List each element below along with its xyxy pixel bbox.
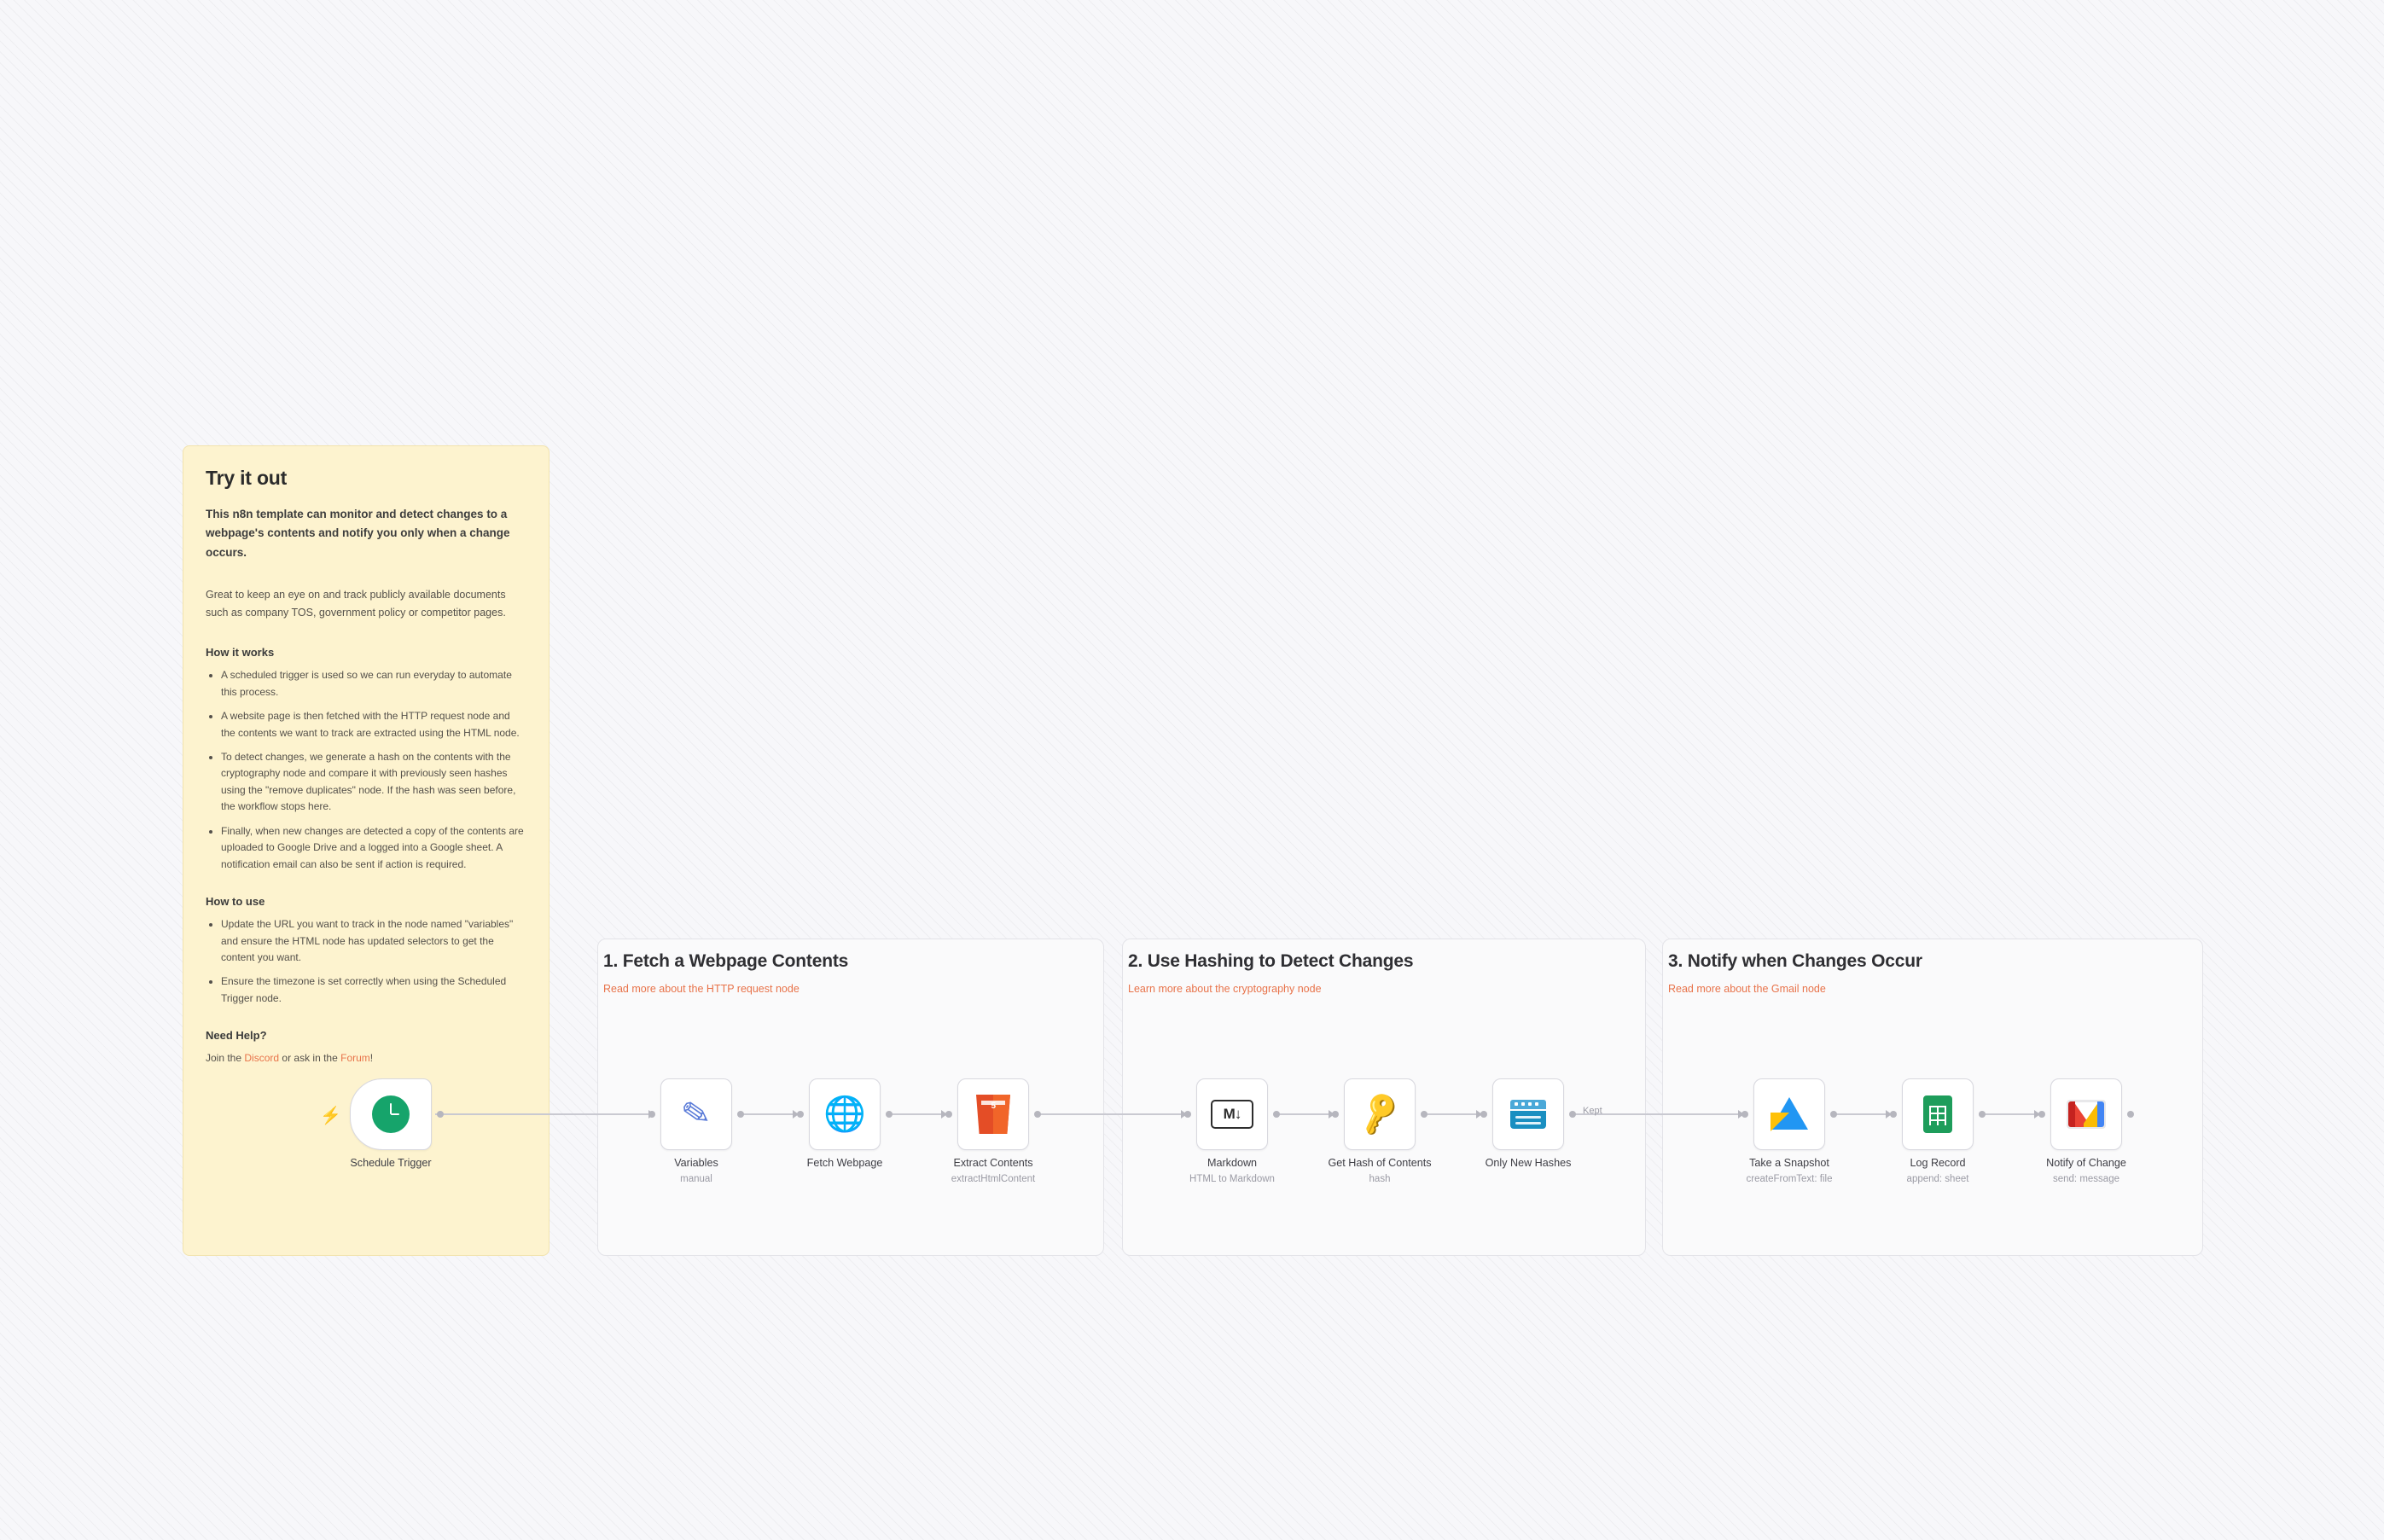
output-port[interactable] [437, 1111, 444, 1118]
node-sublabel: append: sheet [1906, 1174, 1969, 1184]
node-schedule-trigger[interactable] [350, 1078, 432, 1169]
node-label: Only New Hashes [1485, 1157, 1572, 1169]
input-port[interactable] [1890, 1111, 1897, 1118]
help-prefix: Join the [206, 1052, 245, 1065]
output-port[interactable] [1979, 1111, 1986, 1118]
node-sublabel: HTML to Markdown [1189, 1174, 1275, 1184]
node-sublabel: extractHtmlContent [951, 1174, 1036, 1184]
output-port[interactable] [1273, 1111, 1280, 1118]
google-drive-icon [1771, 1097, 1808, 1131]
html5-icon: 5 [976, 1095, 1010, 1134]
key-icon: 🔑 [1354, 1090, 1405, 1138]
node-body[interactable] [1492, 1078, 1564, 1150]
node-body[interactable] [957, 1078, 1029, 1150]
node-label: Notify of Change [2046, 1157, 2126, 1169]
node-extract-contents[interactable] [951, 1078, 1036, 1184]
lightning-icon: ⚡ [320, 1107, 341, 1125]
output-port[interactable] [2127, 1111, 2134, 1118]
edge-log-notify [1984, 1113, 2038, 1115]
group-title-hashing: 2. Use Hashing to Detect Changes [1128, 951, 1414, 971]
list-item: • Ensure the timezone is set correctly when using the Scheduled Trigger node. [221, 973, 526, 1007]
input-port[interactable] [797, 1111, 804, 1118]
pencil-icon: ✎ [678, 1093, 714, 1136]
forum-link[interactable]: Forum [340, 1052, 370, 1065]
discord-link[interactable]: Discord [244, 1052, 280, 1065]
list-item: • A website page is then fetched with the HTTP request node and the contents we want to track are extracted using the HTML node. [221, 708, 526, 741]
node-body[interactable] [350, 1078, 432, 1150]
how-it-works-list [206, 667, 526, 873]
node-body[interactable] [1753, 1078, 1825, 1150]
list-item: • A scheduled trigger is used so we can run everyday to automate this process. [221, 667, 526, 700]
node-label: Markdown [1207, 1157, 1258, 1169]
help-mid: or ask in the [279, 1052, 341, 1065]
edge-fetch-extract [891, 1113, 945, 1115]
output-port[interactable] [1034, 1111, 1041, 1118]
node-log-record[interactable] [1902, 1078, 1974, 1184]
group-subtitle-hashing[interactable]: Learn more about the cryptography node [1128, 983, 1322, 995]
globe-icon: 🌐 [823, 1095, 866, 1133]
input-port[interactable] [1184, 1111, 1191, 1118]
edge-extract-markdown [1039, 1113, 1184, 1115]
google-sheets-icon [1923, 1095, 1952, 1133]
node-sublabel: send: message [2053, 1174, 2119, 1184]
node-variables[interactable] [660, 1078, 732, 1184]
node-body[interactable] [660, 1078, 732, 1150]
node-body[interactable] [2050, 1078, 2122, 1150]
node-take-a-snapshot[interactable] [1746, 1078, 1833, 1184]
list-item: • Finally, when new changes are detected a copy of the contents are uploaded to Google Drive and a logged into a Google sheet. A notification email can also be sent if action is required. [221, 823, 526, 873]
need-help-heading: Need Help? [206, 1029, 267, 1043]
edge-trigger-variables [435, 1113, 652, 1115]
node-notify-of-change[interactable] [2046, 1078, 2126, 1184]
edge-hash-onlynew [1426, 1113, 1480, 1115]
output-port[interactable] [1569, 1111, 1576, 1118]
node-sublabel: hash [1369, 1174, 1391, 1184]
node-body[interactable] [1344, 1078, 1416, 1150]
list-item: • Update the URL you want to track in the node named "variables" and ensure the HTML node has updated selectors to get the content you want. [221, 916, 526, 966]
node-fetch-webpage[interactable] [806, 1078, 883, 1169]
input-port[interactable] [1741, 1111, 1748, 1118]
group-subtitle-fetch[interactable]: Read more about the HTTP request node [603, 983, 800, 995]
list-item: • To detect changes, we generate a hash on the contents with the cryptography node and compare it with previously seen hashes using the "remove duplicates" node. If the hash was seen before, the workflow stops here. [221, 749, 526, 816]
group-subtitle-notify[interactable]: Read more about the Gmail node [1668, 983, 1826, 995]
edge-markdown-hash [1278, 1113, 1333, 1115]
markdown-icon: M↓ [1211, 1100, 1253, 1129]
node-label: Extract Contents [953, 1157, 1033, 1169]
input-port[interactable] [1480, 1111, 1487, 1118]
node-label: Schedule Trigger [350, 1157, 432, 1169]
output-port[interactable] [737, 1111, 744, 1118]
node-get-hash-of-contents[interactable] [1328, 1078, 1432, 1184]
node-label: Take a Snapshot [1749, 1157, 1829, 1169]
input-port[interactable] [945, 1111, 952, 1118]
gmail-icon [2067, 1100, 2106, 1129]
output-port[interactable] [886, 1111, 893, 1118]
node-sublabel: manual [680, 1174, 712, 1184]
node-body[interactable] [1196, 1078, 1268, 1150]
node-label: Get Hash of Contents [1328, 1157, 1432, 1169]
sticky-note-title: Try it out [206, 467, 288, 489]
need-help-text [206, 1050, 526, 1066]
output-port[interactable] [1421, 1111, 1427, 1118]
node-label: Variables [674, 1157, 718, 1169]
node-markdown[interactable] [1189, 1078, 1275, 1184]
node-body[interactable] [1902, 1078, 1974, 1150]
input-port[interactable] [648, 1111, 655, 1118]
edge-variables-fetch [742, 1113, 797, 1115]
node-sublabel: createFromText: file [1746, 1174, 1833, 1184]
how-it-works-heading: How it works [206, 646, 275, 660]
group-title-fetch: 1. Fetch a Webpage Contents [603, 951, 849, 971]
node-only-new-hashes[interactable] [1485, 1078, 1572, 1169]
node-body[interactable] [809, 1078, 881, 1150]
clock-icon [372, 1095, 410, 1133]
edge-label-kept: Kept [1583, 1106, 1602, 1116]
input-port[interactable] [2038, 1111, 2045, 1118]
node-label: Fetch Webpage [806, 1157, 883, 1169]
filter-icon [1510, 1100, 1546, 1129]
sticky-note-lead: This n8n template can monitor and detect changes to a webpage's contents and notify you only when a change occurs. [206, 508, 510, 559]
how-to-use-list [206, 916, 526, 1007]
sticky-note-paragraph: Great to keep an eye on and track publicly available documents such as company TOS, government policy or competitor pages. [206, 588, 506, 619]
help-suffix: ! [369, 1052, 374, 1065]
output-port[interactable] [1830, 1111, 1837, 1118]
node-label: Log Record [1910, 1157, 1966, 1169]
edge-snapshot-log [1835, 1113, 1890, 1115]
group-title-notify: 3. Notify when Changes Occur [1668, 951, 1922, 971]
how-to-use-heading: How to use [206, 895, 265, 909]
input-port[interactable] [1332, 1111, 1339, 1118]
